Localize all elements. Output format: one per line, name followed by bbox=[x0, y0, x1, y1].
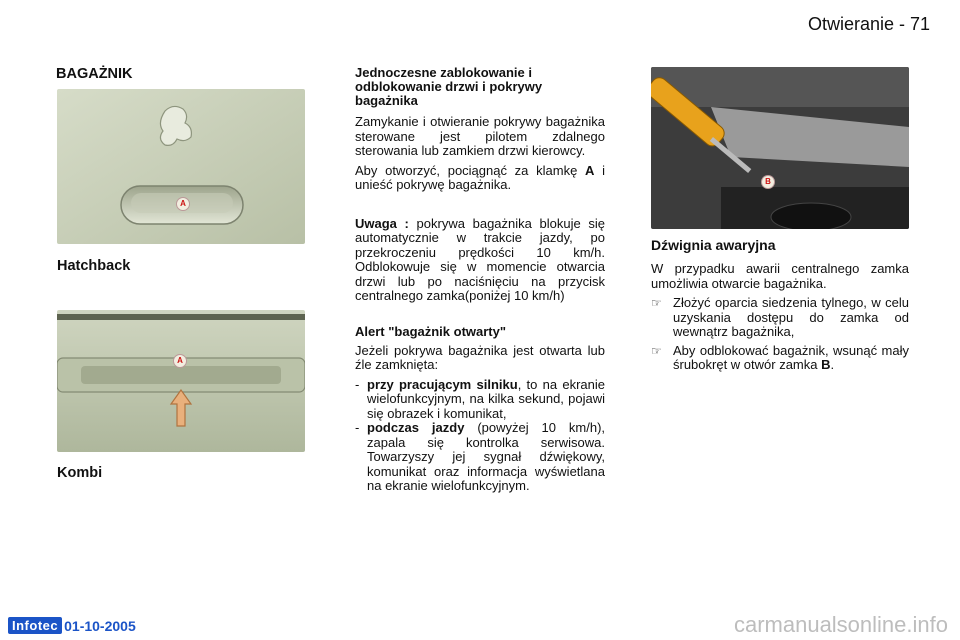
hatchback-label: Hatchback bbox=[57, 258, 131, 274]
footer-date: 01-10-2005 bbox=[64, 617, 136, 634]
marker-a-kombi: A bbox=[173, 354, 187, 368]
pointing-hand-icon: ☞ bbox=[651, 343, 662, 358]
footer bbox=[8, 617, 136, 634]
pointing-hand-icon: ☞ bbox=[651, 296, 662, 310]
marker-a: A bbox=[176, 197, 190, 211]
alert-item-driving: - podczas jazdy (powyżej 10 km/h), zapala się kontrolka serwisowa. Towarzyszy jej sygnał dźwiękowy, komunikat oraz informacja wyświetlana na ekranie wielofunkcyjnym. bbox=[355, 420, 606, 493]
alert-heading: Alert "bagażnik otwarty" bbox=[355, 323, 507, 339]
section-title: BAGAŻNIK bbox=[56, 66, 133, 82]
marker-b: B bbox=[761, 175, 775, 189]
infotec-logo: Infotec bbox=[8, 617, 62, 634]
kombi-photo bbox=[57, 310, 305, 452]
screwdriver-photo bbox=[651, 67, 909, 229]
watermark: carmanualsonline.info bbox=[733, 612, 948, 637]
emergency-lever-heading: Dźwignia awaryjna bbox=[651, 237, 776, 253]
note-paragraph: Uwaga : pokrywa bagażnika blokuje się automatycznie w trakcie jazdy, po przekroczeniu prędkości 10 km/h. Odblokowuje się w momencie otwarcia drzwi lub po naciśnięciu na przycisk centralnego zamka(poniżej 10 km/h) bbox=[355, 215, 606, 303]
kombi-label: Kombi bbox=[57, 465, 103, 481]
middle-column bbox=[355, 66, 605, 494]
alert-intro: Jeżeli pokrywa bagażnika jest otwarta lub źle zamknięta: bbox=[355, 342, 605, 372]
emergency-intro: W przypadku awarii centralnego zamka umożliwia otwarcie bagażnika. bbox=[651, 261, 909, 291]
page-header: Otwieranie - 71 bbox=[807, 14, 930, 34]
hatchback-photo bbox=[57, 89, 305, 244]
sync-lock-heading: Jednoczesne zablokowanie i odblokowanie drzwi i pokrywy bagażnika bbox=[355, 65, 543, 108]
para-open: Aby otworzyć, pociągnąć za klamkę A i unieść pokrywę bagażnika. bbox=[355, 162, 605, 192]
step-screwdriver: ☞ Aby odblokować bagażnik, wsunąć mały śrubokręt w otwór zamka B. bbox=[651, 342, 909, 372]
alert-item-engine: - przy pracującym silniku, to na ekranie wielofunkcyjnym, na kilka sekund, pojawi się obrazek i komunikat, bbox=[355, 376, 605, 421]
step-fold-seat: ☞ Złożyć oparcia siedzenia tylnego, w celu uzyskania dostępu do zamka od wewnątrz bagażnika, bbox=[651, 295, 909, 339]
para-remote: Zamykanie i otwieranie pokrywy bagażnika sterowane jest pilotem zdalnego sterowania lub zamkiem drzwi kierowcy. bbox=[355, 114, 605, 158]
right-column bbox=[651, 237, 909, 373]
